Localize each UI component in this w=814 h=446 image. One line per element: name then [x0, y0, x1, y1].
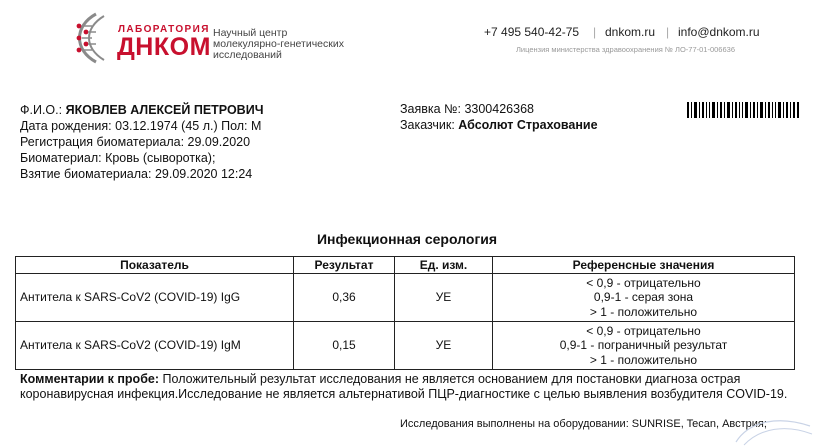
reference-cell — [493, 322, 795, 370]
table-row — [16, 322, 795, 370]
header-indicator: Показатель — [16, 257, 294, 274]
patient-name: ЯКОВЛЕВ АЛЕКСЕЙ ПЕТРОВИЧ — [65, 103, 264, 117]
unit-cell: УЕ — [395, 274, 493, 322]
sample-comment — [20, 372, 790, 402]
site-link[interactable]: dnkom.ru — [605, 25, 656, 39]
email-link[interactable]: info@dnkom.ru — [678, 25, 760, 39]
header-unit: Ед. изм. — [395, 257, 493, 274]
header-separator: | — [666, 25, 670, 39]
phone-number[interactable]: +7 495 540-42-75 — [484, 25, 580, 39]
license-note: Лицензия министерства здравоохранения № ЛО-77-01-006636 — [516, 45, 735, 54]
equipment-note: Исследования выполнены на оборудовании: SUNRISE, Tecan, Австрия; — [400, 418, 767, 430]
table-header-row — [16, 257, 795, 274]
reference-line: < 0,9 - отрицательно — [586, 323, 701, 338]
sampling-date: Взятие биоматериала: 29.09.2020 12:24 — [20, 167, 253, 181]
section-title: Инфекционная серология — [316, 231, 498, 247]
reference-line: < 0,9 - отрицательно — [586, 275, 701, 290]
reference-cell — [493, 274, 795, 322]
customer-name: Абсолют Страхование — [458, 118, 598, 132]
dna-logo-icon — [66, 10, 110, 66]
center-line-2: молекулярно-генетических — [213, 38, 344, 50]
request-label: Заявка №: — [400, 102, 461, 116]
center-line-1: Научный центр — [213, 27, 288, 39]
reference-line: > 1 - положительно — [589, 304, 698, 319]
result-cell: 0,15 — [294, 322, 395, 370]
table-row — [16, 274, 795, 322]
center-line-3: исследований — [213, 49, 282, 61]
patient-name-line — [20, 102, 263, 118]
customer-label: Заказчик: — [400, 118, 455, 132]
birth-date: Дата рождения: 03.12.1974 (45 л.) Пол: М — [20, 119, 262, 133]
reference-line: > 1 - положительно — [589, 352, 698, 367]
registration-date: Регистрация биоматериала: 29.09.2020 — [20, 135, 251, 149]
biomaterial: Биоматериал: Кровь (сыворотка); — [20, 151, 216, 165]
reference-line: 0,9-1 - пограничный результат — [559, 338, 728, 353]
header-separator: | — [593, 25, 597, 39]
indicator-cell: Антитела к SARS-CoV2 (COVID-19) IgM — [16, 322, 294, 370]
brand-subtitle: ЛАБОРАТОРИЯ — [118, 24, 210, 35]
reference-line: 0,9-1 - серая зона — [593, 290, 694, 305]
comment-text: Положительный результат исследования не является основанием для постановки диагноза острая коронавирусная инфекция.Исследование не является альтернативой ПЦР-диагностике с целью выявления возбудителя COVID-19. — [20, 372, 788, 401]
indicator-cell: Антитела к SARS-CoV2 (COVID-19) IgG — [16, 274, 294, 322]
request-number: 3300426368 — [464, 102, 534, 116]
stamp-watermark-icon — [730, 412, 814, 446]
comment-label: Комментарии к пробе: — [20, 372, 160, 386]
results-table — [15, 256, 795, 370]
result-cell: 0,36 — [294, 274, 395, 322]
fio-label: Ф.И.О.: — [20, 103, 63, 117]
customer-line — [400, 118, 598, 132]
brand-name: ДНКОМ — [117, 33, 211, 61]
header-result: Результат — [294, 257, 395, 274]
unit-cell: УЕ — [395, 322, 493, 370]
request-line — [400, 102, 534, 116]
header-reference: Референсные значения — [493, 257, 795, 274]
barcode-icon — [687, 102, 799, 118]
